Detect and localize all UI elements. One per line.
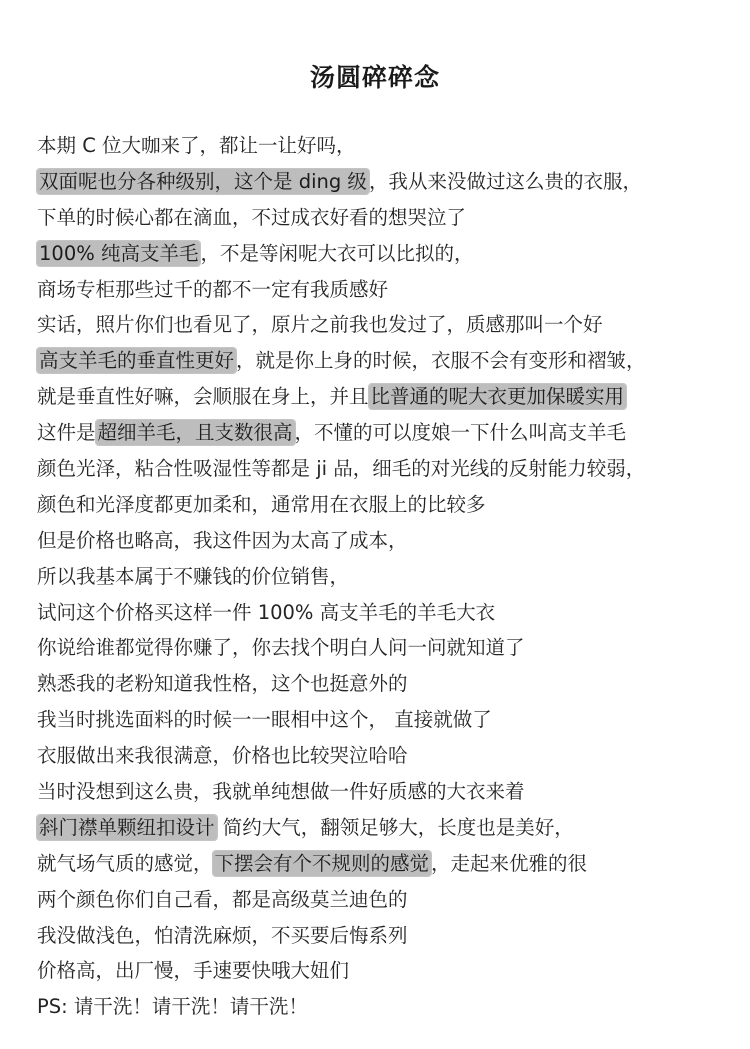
line-text: 我没做浅色，怕清洗麻烦，不买要后悔系列	[37, 923, 408, 947]
line-text: ，不懂的可以度娘一下什么叫高支羊毛	[294, 421, 627, 445]
text-line	[37, 989, 737, 1025]
page-title: 汤圆碎碎念	[309, 63, 440, 92]
line-text: ，走起来优雅的很	[431, 851, 588, 875]
text-line	[37, 164, 737, 200]
line-text: 简约大气，翻领足够大，长度也是美好，	[216, 815, 574, 839]
text-line	[37, 200, 737, 236]
highlighted-text: 100% 纯高支羊毛	[39, 241, 199, 265]
line-text: 试问这个价格买这样一件 100% 高支羊毛的羊毛大衣	[37, 600, 496, 624]
text-line	[37, 595, 737, 631]
line-text: PS: 请干洗！请干洗！请干洗！	[37, 995, 308, 1019]
text-line	[37, 559, 737, 595]
text-line	[37, 523, 737, 559]
text-line	[37, 128, 737, 164]
line-text: ，就是你上身的时候，衣服不会有变形和褶皱，	[236, 349, 646, 373]
line-text: 两个颜色你们自己看，都是高级莫兰迪色的	[37, 887, 408, 911]
text-line	[37, 810, 737, 846]
highlighted-text: 比普通的呢大衣更加保暖实用	[370, 385, 625, 409]
line-text: 但是价格也略高，我这件因为太高了成本，	[37, 528, 408, 552]
text-line	[37, 236, 737, 272]
text-line	[37, 953, 737, 989]
line-text: 价格高，出厂慢，手速要快哦大妞们	[37, 959, 350, 983]
highlighted-text: 斜门襟单颗纽扣设计	[39, 815, 215, 839]
line-text: 当时没想到这么贵，我就单纯想做一件好质感的大衣来着	[37, 780, 525, 804]
line-text: 这件是	[37, 421, 96, 445]
text-line	[37, 343, 737, 379]
text-line	[37, 702, 737, 738]
text-line	[37, 451, 737, 487]
text-line	[37, 882, 737, 918]
line-text: 商场专柜那些过千的都不一定有我质感好	[37, 277, 389, 301]
line-text: 所以我基本属于不赚钱的价位销售，	[37, 564, 350, 588]
line-text: 颜色和光泽度都更加柔和，通常用在衣服上的比较多	[37, 492, 486, 516]
line-text: 熟悉我的老粉知道我性格，这个也挺意外的	[37, 672, 408, 696]
text-line	[37, 846, 737, 882]
text-line	[37, 666, 737, 702]
highlighted-text: 下摆会有个不规则的感觉	[214, 851, 430, 875]
line-text: 就气场气质的感觉，	[37, 851, 213, 875]
line-text: 本期 C 位大咖来了，都让一让好吗，	[37, 134, 356, 157]
line-text: 颜色光泽，粘合性吸湿性等都是 ji 品，细毛的对光线的反射能力较弱，	[37, 457, 646, 481]
text-line	[37, 487, 737, 523]
body-text	[37, 128, 737, 1025]
line-text: ，我从来没做过这么贵的衣服，	[368, 169, 642, 193]
text-line	[37, 272, 737, 308]
line-text: ，不是等闲呢大衣可以比拟的，	[200, 241, 474, 265]
highlighted-text: 超细羊毛，且支数很高	[97, 421, 293, 445]
line-text: 衣服做出来我很满意，价格也比较哭泣哈哈	[37, 744, 408, 768]
text-line	[37, 415, 737, 451]
text-line	[37, 307, 737, 343]
text-line	[37, 918, 737, 954]
line-text: 你说给谁都觉得你赚了，你去找个明白人问一问就知道了	[37, 636, 525, 660]
highlighted-text: 双面呢也分各种级别，这个是 ding 级	[39, 169, 367, 193]
text-line	[37, 774, 737, 810]
line-text: 下单的时候心都在滴血，不过成衣好看的想哭泣了	[37, 205, 467, 229]
text-line	[37, 738, 737, 774]
text-line	[37, 630, 737, 666]
line-text: 我当时挑选面料的时候一一眼相中这个， 直接就做了	[37, 708, 492, 732]
line-text: 实话，照片你们也看见了，原片之前我也发过了，质感那叫一个好	[37, 313, 603, 337]
line-text: 就是垂直性好嘛，会顺服在身上，并且	[37, 385, 369, 409]
highlighted-text: 高支羊毛的垂直性更好	[39, 349, 235, 373]
text-line	[37, 379, 737, 415]
